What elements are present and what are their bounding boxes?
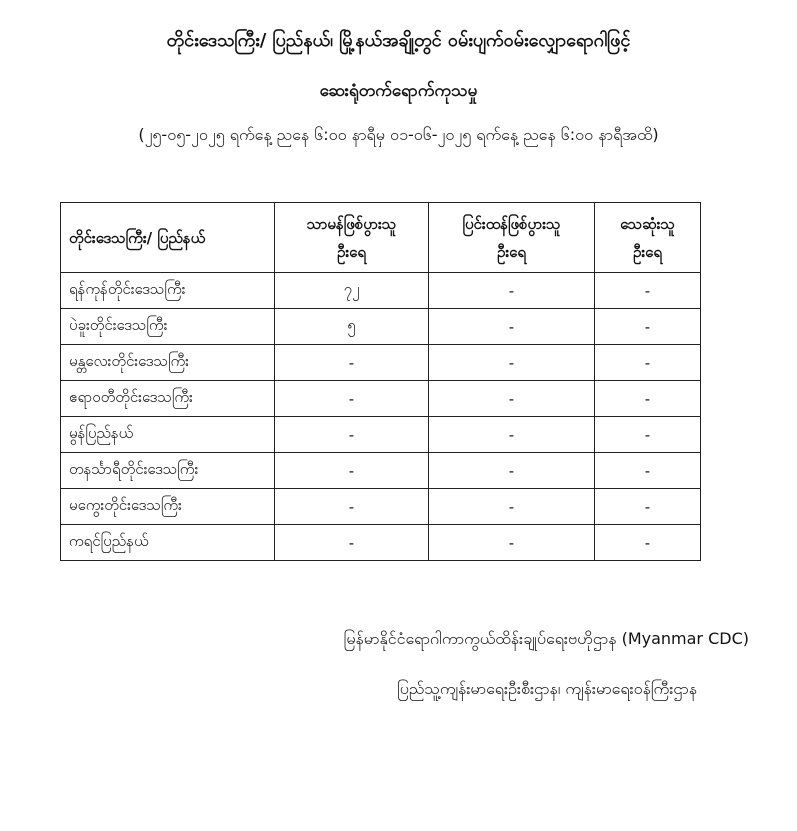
deaths-cell: - bbox=[595, 381, 701, 417]
document-title-line1: တိုင်းဒေသကြီး/ ပြည်နယ်၊ မြို့နယ်အချို့တွင် ဝမ်းပျက်ဝမ်းလျှောရောဂါဖြင့် bbox=[166, 30, 631, 51]
region-cell: ပဲခူးတိုင်းဒေသကြီး bbox=[61, 309, 275, 345]
mild-cases-cell: - bbox=[275, 345, 429, 381]
deaths-cell: - bbox=[595, 309, 701, 345]
mild-cases-cell: - bbox=[275, 489, 429, 525]
column-header-mild-cases: သာမန်ဖြစ်ပွားသူ ဦးရေ bbox=[275, 203, 429, 273]
table-header-row bbox=[61, 203, 701, 273]
mild-cases-cell: - bbox=[275, 381, 429, 417]
severe-cases-cell: - bbox=[429, 345, 595, 381]
severe-cases-cell: - bbox=[429, 453, 595, 489]
table-row bbox=[61, 489, 701, 525]
table-row bbox=[61, 309, 701, 345]
mild-cases-cell: - bbox=[275, 453, 429, 489]
deaths-cell: - bbox=[595, 273, 701, 309]
mild-cases-cell: - bbox=[275, 525, 429, 561]
table-row bbox=[61, 453, 701, 489]
severe-cases-cell: - bbox=[429, 273, 595, 309]
document-title-line2: ဆေးရုံတက်ရောက်ကုသမှု bbox=[319, 81, 478, 101]
region-cell: ကရင်ပြည်နယ် bbox=[61, 525, 275, 561]
mild-cases-cell: ၅ bbox=[275, 309, 429, 345]
deaths-cell: - bbox=[595, 453, 701, 489]
region-cell: ဧရာဝတီတိုင်းဒေသကြီး bbox=[61, 381, 275, 417]
deaths-cell: - bbox=[595, 417, 701, 453]
table-row bbox=[61, 381, 701, 417]
severe-cases-cell: - bbox=[429, 525, 595, 561]
region-cell: မွန်ပြည်နယ် bbox=[61, 417, 275, 453]
deaths-cell: - bbox=[595, 345, 701, 381]
severe-cases-cell: - bbox=[429, 381, 595, 417]
region-cell: မန္တလေးတိုင်းဒေသကြီး bbox=[61, 345, 275, 381]
table-row bbox=[61, 417, 701, 453]
mild-cases-cell: - bbox=[275, 417, 429, 453]
severe-cases-cell: - bbox=[429, 489, 595, 525]
table-row bbox=[61, 345, 701, 381]
table-row bbox=[61, 525, 701, 561]
deaths-cell: - bbox=[595, 489, 701, 525]
severe-cases-cell: - bbox=[429, 309, 595, 345]
region-cell: ရန်ကုန်တိုင်းဒေသကြီး bbox=[61, 273, 275, 309]
date-range: (၂၅-၀၅-၂၀၂၅ ရက်နေ့ ညနေ ၆:၀၀ နာရီမှ ၀၁-၀၆-၂၀၂၅ ရက်နေ့ ညနေ ၆:၀၀ နာရီအထိ) bbox=[138, 125, 659, 144]
region-cell: တနင်္သာရီတိုင်းဒေသကြီး bbox=[61, 453, 275, 489]
issuer-department: မြန်မာနိုင်ငံရောဂါကာကွယ်ထိန်းချုပ်ရေးဗဟိုဌာန (Myanmar CDC) bbox=[343, 629, 749, 648]
severe-cases-cell: - bbox=[429, 417, 595, 453]
column-header-severe-cases: ပြင်းထန်ဖြစ်ပွားသူ ဦးရေ bbox=[429, 203, 595, 273]
issuer-ministry: ပြည်သူ့ကျန်းမာရေးဦးစီးဌာန၊ ကျန်းမာရေးဝန်ကြီးဌာန bbox=[397, 679, 697, 698]
table-row bbox=[61, 273, 701, 309]
region-cell: မကွေးတိုင်းဒေသကြီး bbox=[61, 489, 275, 525]
column-header-region: တိုင်းဒေသကြီး/ ပြည်နယ် bbox=[61, 203, 275, 273]
column-header-deaths: သေဆုံးသူ ဦးရေ bbox=[595, 203, 701, 273]
deaths-cell: - bbox=[595, 525, 701, 561]
cases-table bbox=[60, 202, 701, 561]
mild-cases-cell: ၇၂ bbox=[275, 273, 429, 309]
